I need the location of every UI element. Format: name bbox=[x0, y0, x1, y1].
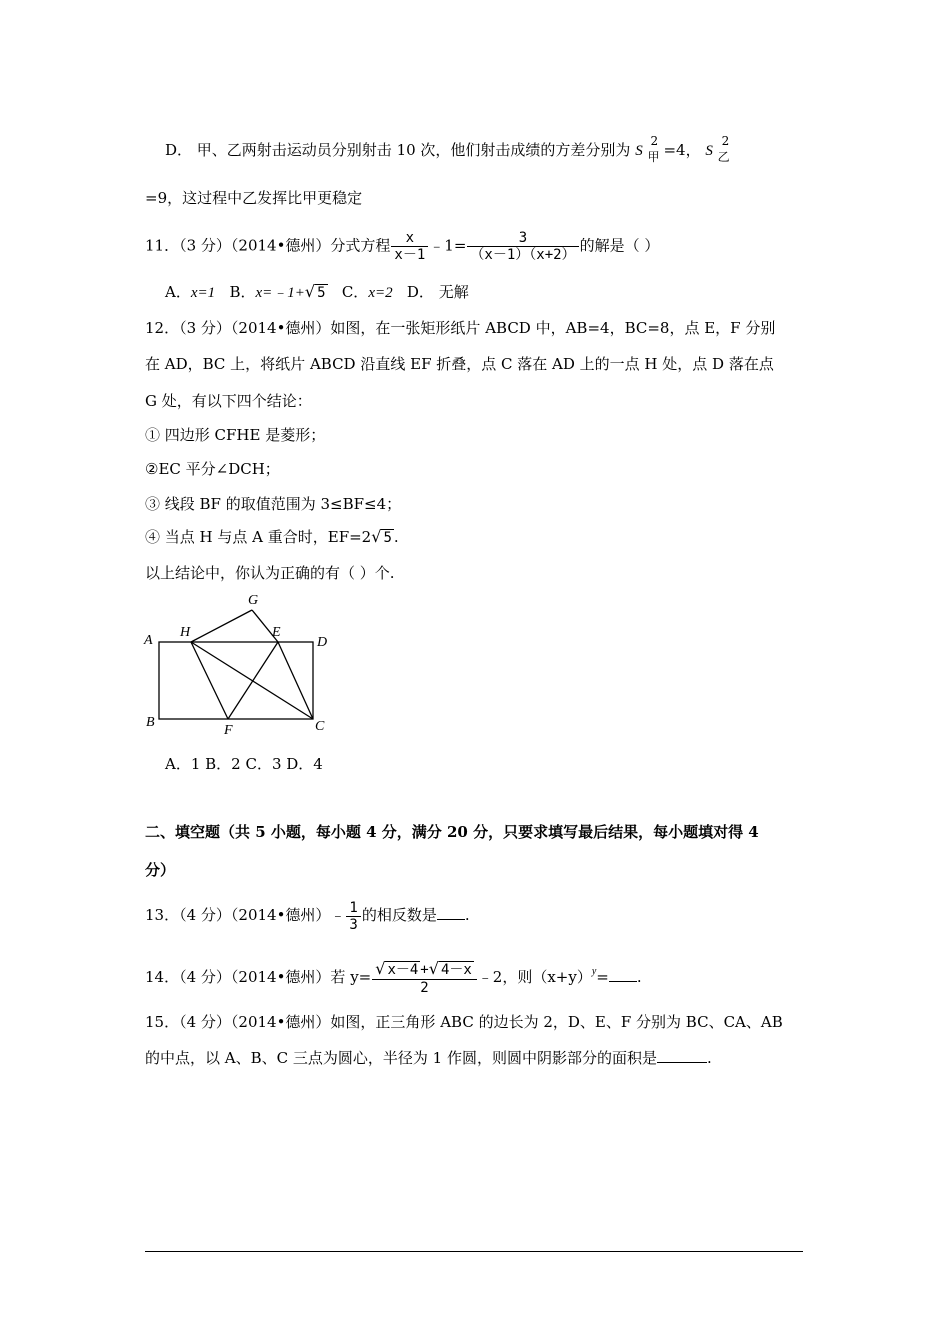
q12-conclusion-3: ③ 线段 BF 的取值范围为 3≤BF≤4； bbox=[145, 495, 402, 513]
label-h: H bbox=[180, 625, 191, 640]
rectangle-fold-figure bbox=[140, 590, 340, 740]
q15-line1: 15．（4 分）（2014•德州）如图，正三角形 ABC 的边长为 2，D、E、F 分别为 BC、CA、AB bbox=[145, 1013, 783, 1031]
sqrt-symbol: √ bbox=[428, 959, 439, 978]
variance-sup-sub-b: 2 乙 bbox=[717, 134, 730, 164]
label-a: A bbox=[144, 633, 153, 648]
sqrt-symbol: √ bbox=[375, 959, 386, 978]
answer-blank[interactable] bbox=[657, 1048, 707, 1063]
answer-blank[interactable] bbox=[609, 967, 637, 982]
section-2-title-cont: 分） bbox=[145, 861, 176, 879]
q13: 13．（4 分）（2014•德州）﹣ $\frac{1}{3}$ 的相反数是 . bbox=[145, 899, 470, 933]
label-b: B bbox=[146, 715, 155, 730]
footer-rule bbox=[145, 1251, 803, 1252]
sqrt-symbol: √ bbox=[304, 282, 316, 301]
fraction: $\frac{1}{3}$ bbox=[346, 900, 360, 933]
q15-line2: 的中点，以 A、B、C 三点为圆心，半径为 1 作圆，则圆中阴影部分的面积是 . bbox=[145, 1049, 712, 1067]
q10-option-d-cont: =9，这过程中乙发挥比甲更稳定 bbox=[145, 189, 363, 207]
sqrt-symbol: √ bbox=[371, 527, 382, 546]
q12-options: A．1 B．2 C．3 D．4 bbox=[165, 755, 323, 773]
section-2-title: 二、填空题（共 5 小题，每小题 4 分，满分 20 分，只要求填写最后结果，每小题填对得 4 bbox=[145, 823, 759, 841]
label-d: D bbox=[317, 635, 328, 650]
q10-option-d: D． 甲、乙两射击运动员分别射击 10 次，他们射击成绩的方差分别为 S 2 甲 =4， S 2 乙 bbox=[165, 140, 734, 161]
q12-line1: 12．（3 分）（2014•德州）如图，在一张矩形纸片 ABCD 中，AB=4，BC=8，点 E，F 分别 bbox=[145, 319, 776, 337]
label-e: E bbox=[272, 625, 281, 640]
q12-conclusion-2: ②EC 平分∠DCH； bbox=[145, 460, 280, 478]
fraction: $\frac{√ x-4 +√ 4-x}{2}$ bbox=[372, 960, 477, 996]
q12-line3: G 处，有以下四个结论： bbox=[145, 392, 312, 410]
q12-conclusion-4: ④ 当点 H 与点 A 重合时，EF=2√ 5 . bbox=[145, 527, 399, 546]
q11-stem: 11．（3 分）（2014•德州）分式方程 $\frac{x}{x-1}$ ﹣1= $\frac{3}{(x-1)(x+2)}$ 的解是（ ） bbox=[145, 230, 660, 263]
segment-hg bbox=[191, 610, 252, 642]
label-f: F bbox=[224, 723, 233, 738]
answer-blank[interactable] bbox=[437, 905, 465, 920]
q14: 14．（4 分）（2014•德州）若 y= $\frac{√ x-4 +√ 4-x}{2}$ ﹣2，则$(x+y)^y=$ . bbox=[145, 959, 642, 996]
label-c: C bbox=[315, 719, 325, 734]
fraction: $\frac{x}{x-1}$ bbox=[391, 230, 428, 263]
fraction: $\frac{3}{(x-1)(x+2)}$ bbox=[467, 230, 578, 263]
label-g: G bbox=[248, 593, 259, 608]
segment-ef bbox=[228, 642, 278, 719]
q11-options: A．x=1 B．x=﹣1+√ 5 C．x=2 D． 无解 bbox=[165, 282, 469, 301]
q12-line2: 在 AD，BC 上，将纸片 ABCD 沿直线 EF 折叠，点 C 落在 AD 上的一点 H 处，点 D 落在点 bbox=[145, 355, 774, 373]
q12-question: 以上结论中，你认为正确的有（ ）个. bbox=[145, 564, 395, 582]
variance-sup-sub-a: 2 甲 bbox=[647, 134, 660, 164]
q12-conclusion-1: ① 四边形 CFHE 是菱形； bbox=[145, 426, 326, 444]
